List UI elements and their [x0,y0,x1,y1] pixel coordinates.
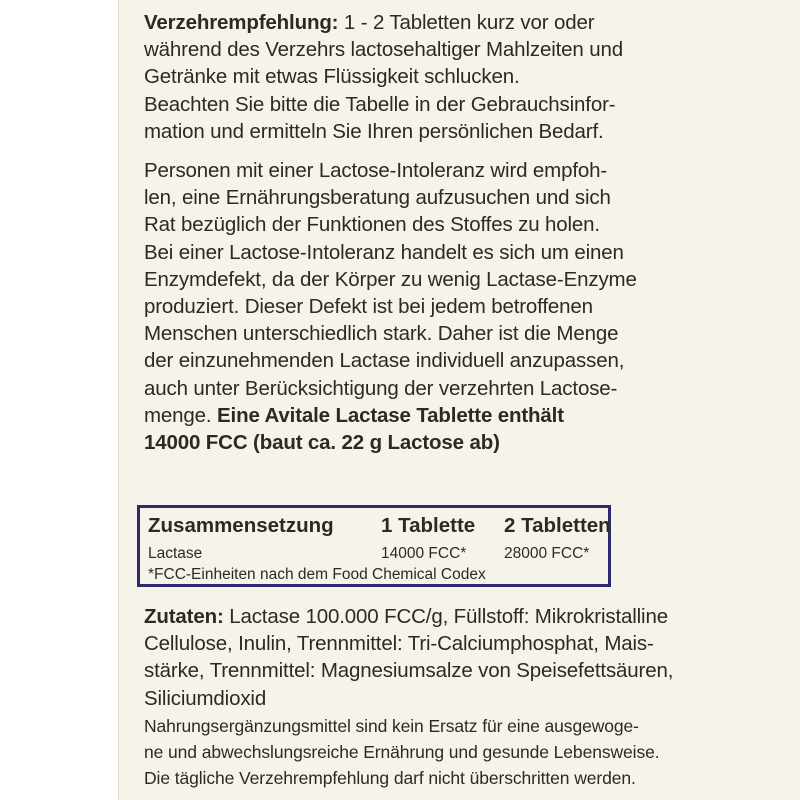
table-header-cell: 1 Tablette [381,514,476,537]
advice-line: Enzymdefekt, da der Körper zu wenig Lactase-Enzyme [144,267,637,291]
advice-line: Menschen unterschiedlich stark. Daher ist die Menge [144,322,619,346]
advice-line: auch unter Berücksichtigung der verzehrten Lactose- [144,376,618,400]
disclaimer-line: ne und abwechslungsreiche Ernährung und gesunde Lebensweise. [144,742,660,762]
usage-heading: Verzehrempfehlung: [144,11,339,34]
table-header-cell: Zusammensetzung [148,514,334,537]
ingredients-line [144,603,784,630]
usage-line: während des Verzehrs lactosehaltiger Mahlzeiten und [144,38,623,62]
advice-line: Personen mit einer Lactose-Intoleranz wird empfoh- [144,159,608,183]
advice-bold-text: 14000 FCC (baut ca. 22 g Lactose ab) [144,431,500,455]
table-cell: Lactase [148,545,203,562]
advice-line: Rat bezüglich der Funktionen des Stoffes zu holen. [144,213,600,237]
ingredients-line: stärke, Trennmittel: Magnesiumsalze von Speisefettsäuren, [144,659,674,683]
advice-line: len, eine Ernährungsberatung aufzusuchen und sich [144,186,611,210]
usage-text: 1 - 2 Tabletten kurz vor oder [338,11,595,34]
disclaimer-line: Nahrungsergänzungsmittel sind kein Ersatz für eine ausgewoge- [144,716,639,736]
usage-line: Beachten Sie bitte die Tabelle in der Gebrauchsinfor- [144,92,616,116]
advice-line: der einzunehmenden Lactase individuell anzupassen, [144,349,625,373]
advice-line: Bei einer Lactose-Intoleranz handelt es sich um einen [144,240,624,264]
table-cell: 28000 FCC* [504,545,590,562]
advice-line [144,402,784,429]
ingredients-text-span: Lactase 100.000 FCC/g, Füllstoff: Mikrokristalline [223,605,668,628]
disclaimer-line: Die tägliche Verzehrempfehlung darf nicht überschritten werden. [144,768,636,788]
ingredients-text [144,603,784,712]
ingredients-line: Siliciumdioxid [144,686,267,710]
advice-text: menge. [144,403,218,427]
usage-line [144,9,784,36]
ingredients-heading: Zutaten: [144,605,224,628]
advice-line [144,429,784,456]
table-header-cell: 2 Tabletten [504,514,611,537]
advice-line: produziert. Dieser Defekt ist bei jedem betroffenen [144,295,593,319]
table-cell: 14000 FCC* [381,545,467,562]
table-footnote: *FCC-Einheiten nach dem Food Chemical Codex [148,566,486,583]
disclaimer-text [144,713,784,791]
usage-line: Getränke mit etwas Flüssigkeit schlucken. [144,65,520,89]
usage-and-advice-text [144,9,784,456]
advice-bold-text: Eine Avitale Lactase Tablette enthält [217,403,564,427]
composition-table [137,505,611,587]
usage-line: mation und ermitteln Sie Ihren persönlichen Bedarf. [144,119,604,143]
ingredients-line: Cellulose, Inulin, Trennmittel: Tri-Calciumphosphat, Mais- [144,632,654,656]
